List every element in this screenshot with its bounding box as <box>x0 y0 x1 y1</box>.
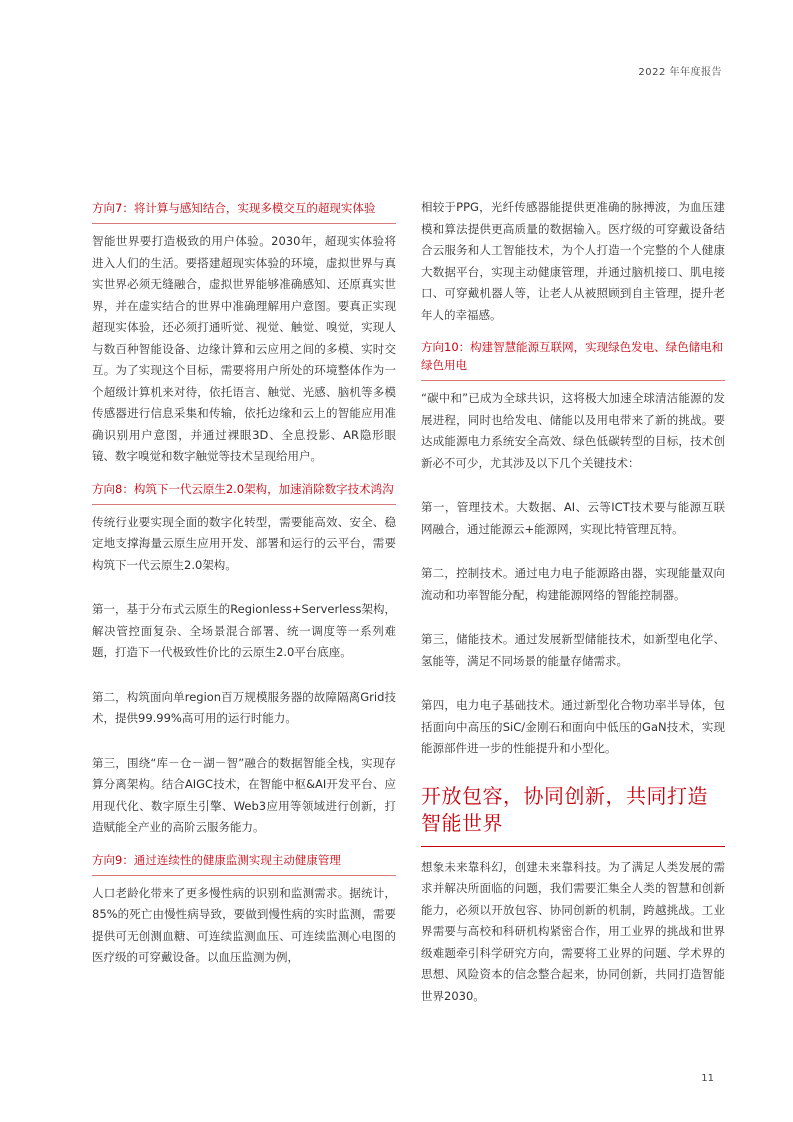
direction-8-paragraph-4: 第三，围绕“库－仓－湖－智”融合的数据智能全栈，实现存算分离架构。结合AIGC技术，在智能中枢&AI开发平台、应用现代化、数字原生引擎、Web3应用等领域进行创新，打造赋能全产业的高阶云服务能力。 <box>92 755 396 834</box>
section-heading: 开放包容，协同创新，共同打造智能世界 <box>421 783 725 847</box>
direction-8-paragraph-2: 第一，基于分布式云原生的Regionless+Serverless架构，解决管控面复杂、全场景混合部署、统一调度等一系列难题，打造下一代极致性价比的云原生2.0平台底座。 <box>92 602 396 659</box>
direction-10-paragraph-2: 第一，管理技术。大数据、AI、云等ICT技术要与能源互联网融合，通过能源云+能源网，实现比特管理瓦特。 <box>421 500 725 536</box>
direction-9-heading: 方向9：通过连续性的健康监测实现主动健康管理 <box>92 851 396 876</box>
page-number: 11 <box>701 1073 714 1084</box>
direction-7-heading: 方向7：将计算与感知结合，实现多模交互的超现实体验 <box>92 199 396 224</box>
direction-10-paragraph-5: 第四，电力电子基础技术。通过新型化合物功率半导体，包括面向中高压的SiC/金刚石和面向中低压的GaN技术，实现能源部件进一步的性能提升和小型化。 <box>421 698 725 755</box>
direction-8-heading: 方向8：构筑下一代云原生2.0架构，加速消除数字技术鸿沟 <box>92 480 396 505</box>
direction-7-body: 智能世界要打造极致的用户体验。2030年，超现实体验将进入人们的生活。要搭建超现实体验的环境，虚拟世界与真实世界必须无缝融合，虚拟世界能够准确感知、还原真实世界，并在虚实结合的世界中准确理解用户意图。要真正实现超现实体验，还必须打通听觉、视觉、触觉、嗅觉，实现人与数百种智能设备、边缘计算和云应用之间的多模、实时交互。为了实现这个目标，需要将用户所处的环境整体作为一个超级计算机来对待，依托语言、触觉、光感、脑机等多模传感器进行信息采集和传输，依托边缘和云上的智能应用准确识别用户意图，并通过裸眼3D、全息投影、AR隐形眼镜、数字嗅觉和数字触觉等技术呈现给用户。 <box>92 234 396 463</box>
direction-10-paragraph-1: “碳中和”已成为全球共识，这将极大加速全球清洁能源的发展进程，同时也给发电、储能以及用电带来了新的挑战。要达成能源电力系统安全高效、绿色低碳转型的目标，技术创新必不可少，尤其涉及以下几个关键技术： <box>421 391 725 470</box>
direction-10-paragraph-3: 第二，控制技术。通过电力电子能源路由器，实现能量双向流动和功率智能分配，构建能源网络的智能控制器。 <box>421 566 725 602</box>
direction-8-paragraph-1: 传统行业要实现全面的数字化转型，需要能高效、安全、稳定地支撑海量云原生应用开发、部署和运行的云平台，需要构筑下一代云原生2.0架构。 <box>92 514 396 572</box>
direction-9-continued: 相较于PPG，光纤传感器能提供更准确的脉搏波，为血压建模和算法提供更高质量的数据输入。医疗级的可穿戴设备结合云服务和人工智能技术，为个人打造一个完整的个人健康大数据平台，实现主动健康管理，并通过脑机接口、肌电接口、可穿戴机器人等，让老人从被照顾到自主管理，提升老年人的幸福感。 <box>421 200 725 322</box>
right-column <box>421 197 725 1007</box>
direction-8-paragraph-3: 第二，构筑面向单region百万规模服务器的故障隔离Grid技术，提供99.99%高可用的运行时能力。 <box>92 689 396 725</box>
closing-paragraph: 想象未来靠科幻，创建未来靠科技。为了满足人类发展的需求并解决所面临的问题，我们需要汇集全人类的智慧和创新能力，必须以开放包容、协同创新的机制，跨越挑战。工业界需要与高校和科研机构紧密合作，用工业界的挑战和世界级难题牵引科学研究方向，需要将工业界的问题、学术界的思想、风险资本的信念整合起来，协同创新，共同打造智能世界2030。 <box>421 859 725 1003</box>
direction-10-paragraph-4: 第三，储能技术。通过发展新型储能技术，如新型电化学、氢能等，满足不同场景的能量存储需求。 <box>421 632 725 668</box>
direction-9-body: 人口老龄化带来了更多慢性病的识别和监测需求。据统计，85%的死亡由慢性病导致，要做到慢性病的实时监测，需要提供可无创测血糖、可连续监测血压、可连续监测心电图的医疗级的可穿戴设备。以血压监测为例， <box>92 885 396 964</box>
direction-10-heading: 方向10：构建智慧能源互联网，实现绿色发电、绿色储电和绿色用电 <box>421 338 725 381</box>
report-title: 2022 年年度报告 <box>638 67 722 78</box>
left-column <box>92 199 396 969</box>
